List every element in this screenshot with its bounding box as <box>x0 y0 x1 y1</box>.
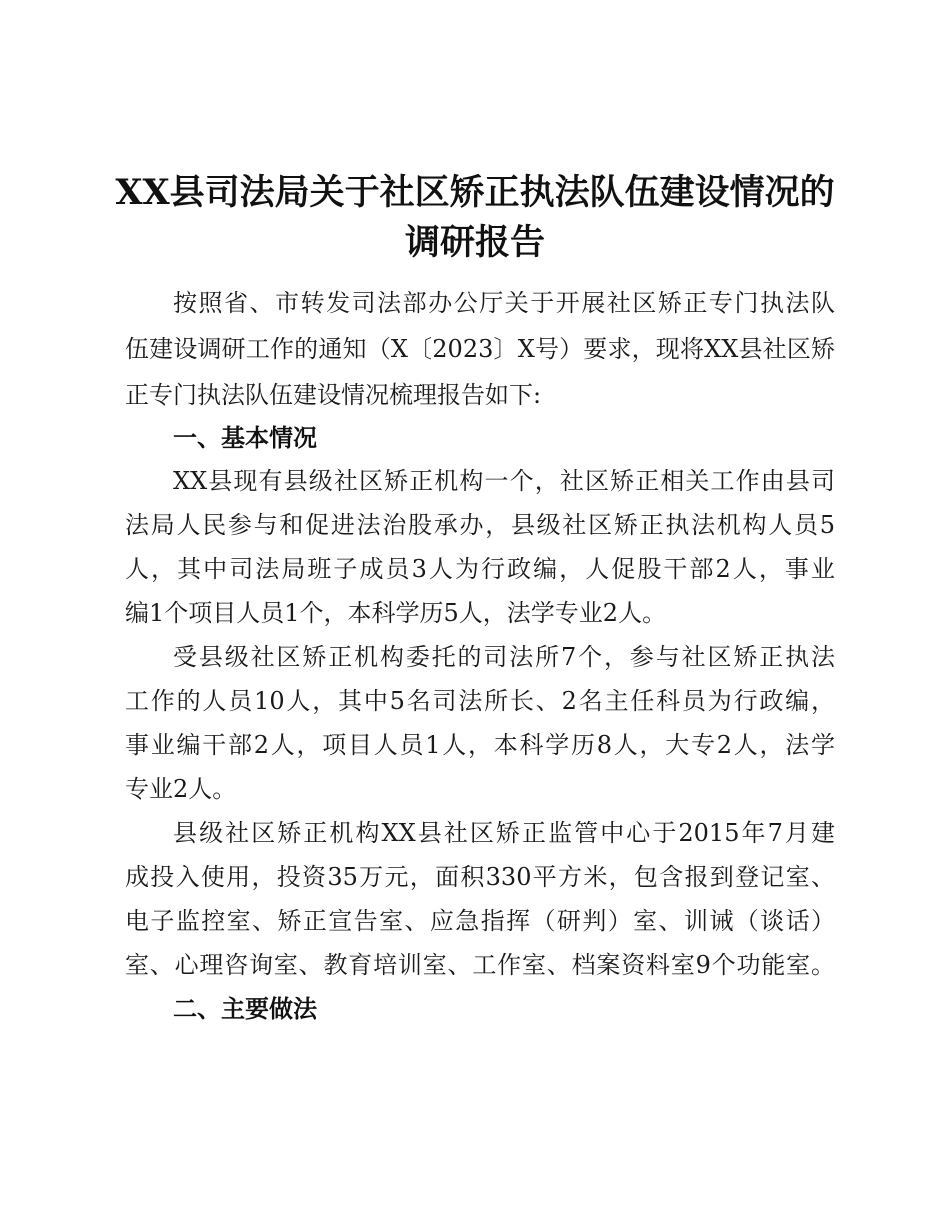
intro-line-1: 按照省、市转发司法部办公厅关于开展社区矫正专门执法队 <box>173 289 835 317</box>
document-title-line-1: XX县司法局关于社区矫正执法队伍建设情况的 <box>115 172 835 213</box>
para2-line-2: 工作的人员10人，其中5名司法所长、2名主任科员为行政编， <box>125 687 835 715</box>
para1-line-2: 法局人民参与和促进法治股承办，县级社区矫正执法机构人员5 <box>125 511 835 539</box>
para3-line-2: 成投入使用，投资35万元，面积330平方米，包含报到登记室、 <box>125 863 835 891</box>
para1-line-3: 人，其中司法局班子成员3人为行政编，人促股干部2人，事业 <box>125 555 835 583</box>
intro-line-2: 伍建设调研工作的通知（X〔2023〕X号）要求，现将XX县社区矫 <box>125 335 835 363</box>
para3-line-1: 县级社区矫正机构XX县社区矫正监管中心于2015年7月建 <box>173 819 835 847</box>
document-title-line-2: 调研报告 <box>404 222 545 263</box>
section-heading-main-practices: 二、主要做法 <box>173 995 317 1023</box>
para3-line-4: 室、心理咨询室、教育培训室、工作室、档案资料室9个功能室。 <box>125 951 835 979</box>
para1-line-4: 编1个项目人员1个，本科学历5人，法学专业2人。 <box>125 599 667 627</box>
section-heading-basic-situation: 一、基本情况 <box>173 424 317 452</box>
para1-line-1: XX县现有县级社区矫正机构一个，社区矫正相关工作由县司 <box>173 467 835 495</box>
para2-line-4: 专业2人。 <box>125 775 237 803</box>
intro-line-3: 正专门执法队伍建设情况梳理报告如下: <box>125 381 542 409</box>
para2-line-1: 受县级社区矫正机构委托的司法所7个，参与社区矫正执法 <box>173 643 835 671</box>
para3-line-3: 电子监控室、矫正宣告室、应急指挥（研判）室、训诫（谈话） <box>125 907 835 935</box>
para2-line-3: 事业编干部2人，项目人员1人，本科学历8人，大专2人，法学 <box>125 731 835 759</box>
